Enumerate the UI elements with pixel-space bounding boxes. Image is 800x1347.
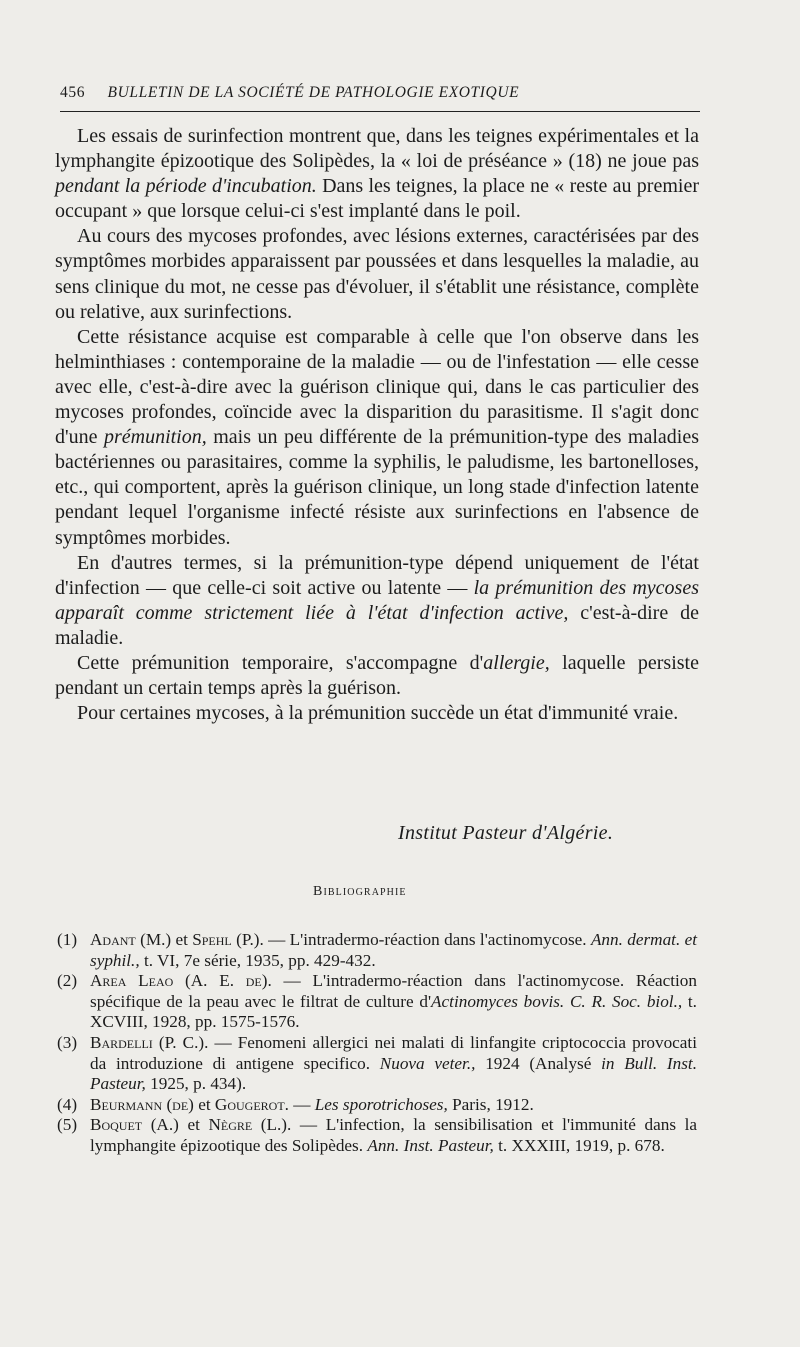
reference-text-part: (P.). — L'intradermo-réaction dans l'actinomycose. — [231, 930, 591, 949]
reference-text-part: Paris, 1912. — [447, 1094, 534, 1114]
bibliography-title: Bibliographie — [313, 884, 407, 899]
header-rule — [60, 111, 700, 112]
reference-1 — [57, 930, 697, 971]
reference-text-part: (P. C.). — Fenomeni allergici nei malati di linfangite criptococcia provocati da introduzione di antigene specifico. — [90, 1032, 697, 1073]
paragraph-6: Pour certaines mycoses, à la prémunition succède un état d'immunité vraie. — [77, 702, 679, 725]
paragraph-4-text-a: En d'autres termes, si la prémunition-type dépend uniquement de l'état d'infection — que celle-ci soit active ou latente — — [55, 551, 699, 599]
reference-author: Adant — [90, 930, 136, 949]
reference-text-part: . — — [284, 1094, 315, 1114]
paragraph-1-text-a: Les essais de surinfection montrent que, dans les teignes expérimentales et la lymphangite épizootique des Solipèdes, la « loi de préséance » (18) ne joue pas — [55, 125, 699, 173]
reference-text — [90, 971, 697, 1033]
reference-author: Beurmann — [90, 1094, 163, 1114]
reference-3 — [57, 1033, 697, 1095]
paragraph-5-emphasis: allergie, — [483, 651, 550, 674]
reference-text — [90, 1095, 697, 1116]
bibliography-list — [57, 930, 697, 1157]
reference-text — [90, 1033, 697, 1095]
reference-author: de — [245, 971, 262, 991]
reference-number: (5) — [57, 1115, 78, 1135]
reference-text-part: (L.). — L'infection, la sensibilisation et l'immunité dans la lymphangite épizootique des Solipèdes. — [90, 1115, 698, 1155]
paragraph-4-text-c: c'est-à-dire de maladie. — [55, 601, 699, 649]
reference-text-part: t. XCVIII, 1928, pp. 1575-1576. — [90, 991, 697, 1032]
paragraph-3-emphasis: prémunition, — [103, 426, 207, 449]
reference-text-part: ). — L'intradermo-réaction dans l'actinomycose. Réaction spécifique de la peau avec le filtrat de culture d' — [90, 971, 697, 1011]
paragraph-1-emphasis: pendant la période d'incubation. — [55, 175, 317, 198]
reference-journal: Nuova veter., — [379, 1053, 476, 1073]
reference-4 — [57, 1095, 697, 1116]
reference-title: Les sporotrichoses, — [314, 1094, 448, 1114]
reference-author: Bardelli — [90, 1032, 153, 1052]
reference-author: Spehl — [192, 930, 232, 949]
reference-journal: Ann. Inst. Pasteur, — [367, 1135, 494, 1155]
paragraph-5 — [55, 651, 699, 701]
reference-number: (4) — [57, 1094, 78, 1114]
reference-text-part: (A. E. — [173, 971, 246, 991]
reference-text — [90, 1115, 697, 1156]
body-text — [55, 124, 699, 726]
reference-number: (3) — [57, 1032, 78, 1052]
reference-text-part: t. VI, 7e série, 1935, pp. 429-432. — [139, 950, 376, 970]
reference-number: (2) — [57, 971, 78, 991]
paragraph-4 — [55, 551, 699, 651]
running-header — [60, 84, 700, 102]
reference-author: Area Leao — [90, 971, 174, 991]
reference-author: Nègre — [208, 1115, 253, 1135]
reference-journal: Actinomyces bovis. C. R. Soc. biol., — [431, 991, 683, 1011]
reference-2 — [57, 971, 697, 1033]
reference-text-part: 1925, p. 434). — [145, 1074, 247, 1094]
reference-journal: Ann. dermat. et syphil., — [90, 930, 697, 970]
reference-text-part: 1924 (Analysé — [475, 1053, 602, 1073]
affiliation: Institut Pasteur d'Algérie. — [398, 822, 614, 844]
reference-text-part: ( — [162, 1094, 173, 1114]
paragraph-3 — [55, 325, 699, 551]
reference-text-part: ) et — [188, 1094, 215, 1114]
paragraph-5-text-c: laquelle persiste pendant un certain temps après la guérison. — [55, 651, 699, 700]
reference-text-part: (M.) et — [135, 930, 193, 949]
page-number: 456 — [60, 84, 86, 101]
paragraph-1-text-c: Dans les teignes, la place ne « reste au premier occupant » que lorsque celui-ci s'est implanté dans le poil. — [55, 175, 699, 223]
paragraph-3-text-a: Cette résistance acquise est comparable à celle que l'on observe dans les helminthiases : contemporaine de la maladie — ou de l'infestation — elle cesse avec elle, c'est-à-dire avec la guérison clinique qui, dans le cas particulier des mycoses profondes, coïncide avec la disparition du parasitisme. Il s'agit donc d'une — [55, 325, 699, 449]
reference-text-part: t. XXXIII, 1919, p. 678. — [493, 1135, 665, 1155]
reference-author: Boquet — [90, 1115, 143, 1135]
reference-journal: in Bull. Inst. Pasteur, — [90, 1053, 697, 1094]
paragraph-5-text-a: Cette prémunition temporaire, s'accompagne d' — [77, 651, 484, 674]
paragraph-3-text-c: mais un peu différente de la prémunition-type des maladies bactériennes ou parasitaires, comme la syphilis, le paludisme, les bartonelloses, etc., qui comportent, après la guérison clinique, un long stade d'infection latente pendant lequel l'organisme infecté résiste aux surinfections en l'absence de symptômes morbides. — [55, 426, 699, 549]
reference-author: Gougerot — [214, 1094, 285, 1114]
reference-number: (1) — [57, 930, 78, 949]
reference-text — [90, 930, 697, 971]
paragraph-1 — [55, 124, 699, 224]
reference-author: de — [172, 1094, 189, 1114]
running-title: BULLETIN DE LA SOCIÉTÉ DE PATHOLOGIE EXOTIQUE — [107, 84, 520, 101]
paragraph-4-emphasis: la prémunition des mycoses apparaît comme strictement liée à l'état d'infection active, — [55, 576, 699, 624]
reference-5 — [57, 1115, 697, 1156]
reference-text-part: (A.) et — [142, 1115, 209, 1135]
paragraph-2: Au cours des mycoses profondes, avec lésions externes, caractérisées par des symptômes morbides apparaissent par poussées et dans lesquelles la maladie, au sens clinique du mot, ne cesse pas d'évoluer, il s'établit une résistance, complète ou relative, aux surinfections. — [55, 225, 699, 323]
